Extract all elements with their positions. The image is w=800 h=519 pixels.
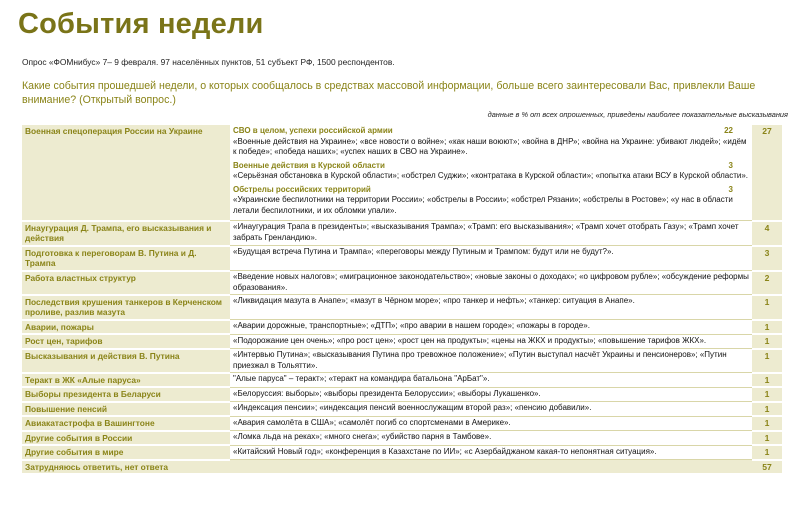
row-value: 1	[752, 334, 782, 349]
row-value: 1	[752, 349, 782, 373]
survey-question: Какие события прошедшей недели, о которых сообщалось в средствах массовой информации, больше всего заинтересовали Вас, привлекли Ваше внимание? (Открытый вопрос.)	[22, 80, 756, 106]
table-row	[22, 221, 782, 246]
subgroup-quotes: «Серьёзная обстановка в Курской области»; «обстрел Суджи»; «контратака в Курской области»; «попытка атаки ВСУ в Курской области».	[233, 171, 748, 180]
table-row-no-answer	[22, 460, 782, 475]
subgroup-label: Военные действия в Курской области	[233, 160, 385, 170]
row-category: Подготовка к переговорам В. Путина и Д. Трампа	[22, 246, 230, 271]
table-row	[22, 125, 782, 221]
row-value: 3	[752, 246, 782, 271]
survey-info: Опрос «ФОМнибус» 7– 9 февраля. 97 населённых пунктов, 51 субъект РФ, 1500 респондентов.	[22, 57, 395, 67]
row-category: Аварии, пожары	[22, 320, 230, 335]
row-quotes: «Аварии дорожные, транспортные»; «ДТП»; «про аварии в нашем городе»; «пожары в городе».	[230, 320, 752, 335]
row-value: 1	[752, 402, 782, 417]
row-value: 4	[752, 221, 782, 246]
table-row	[22, 431, 782, 446]
row-category: Другие события в мире	[22, 445, 230, 460]
row-category: Авиакатастрофа в Вашингтоне	[22, 416, 230, 431]
row-category: Теракт в ЖК «Алые паруса»	[22, 373, 230, 388]
row-quotes: «Индексация пенсии»; «индексация пенсий военнослужащим второй раз»; «пенсию добавили».	[230, 402, 752, 417]
table-row	[22, 373, 782, 388]
row-quotes: «Ломка льда на реках»; «много снега»; «убийство парня в Тамбове».	[230, 431, 752, 446]
row-category: Затрудняюсь ответить, нет ответа	[22, 460, 752, 475]
table-row	[22, 334, 782, 349]
table-row	[22, 387, 782, 402]
row-value: 1	[752, 431, 782, 446]
row-quotes: «Интервью Путина»; «высказывания Путина про тревожное положение»; «Путин выступал насчёт Украины и пенсионеров»; «Путин приезжал в Тольятти».	[230, 349, 752, 373]
row-subgroups	[230, 125, 752, 221]
subgroup-quotes: «Военные действия на Украине»; «все новости о войне»; «как наши воюют»; «война в ДНР»; «война на Украине: убивают людей»; «идём к победе»; «победа наших»; «успех наших в СВО на Украине».	[233, 136, 747, 156]
row-quotes: «Белоруссия: выборы»; «выборы президента Белоруссии»; «выборы Лукашенко».	[230, 387, 752, 402]
subgroup-quotes: «Украинские беспилотники на территории России»; «обстрелы в России»; «обстрел Рязани»; «обстрелы в Ростове»; «у нас в области летали беспилотники, и их обломки упали».	[233, 195, 733, 215]
row-category: Военная спецоперация России на Украине	[22, 125, 230, 221]
table-row	[22, 320, 782, 335]
subgroup-label: СВО в целом, успехи российской армии	[233, 126, 393, 135]
table-row	[22, 416, 782, 431]
subgroup-label: Обстрелы российских территорий	[233, 184, 371, 194]
row-value: 1	[752, 416, 782, 431]
row-category: Работа властных структур	[22, 271, 230, 295]
row-category: Рост цен, тарифов	[22, 334, 230, 349]
row-category: Высказывания и действия В. Путина	[22, 349, 230, 373]
page-title: События недели	[18, 8, 264, 40]
data-note: данные в % от всех опрошенных, приведены наиболее показательные высказывания	[487, 110, 788, 119]
subgroup-header	[233, 161, 749, 172]
row-quotes: "Алые паруса" – теракт»; «теракт на командира батальона "АрБат"».	[230, 373, 752, 388]
row-quotes: «Инаугурация Трапа в президенты»; «высказывания Трампа»; «Трамп: его высказывания»; «Трамп хочет отобрать Газу»; «Трамп хочет забрать Гренландию».	[230, 221, 752, 246]
row-quotes: «Будущая встреча Путина и Трампа»; «переговоры между Путиным и Трампом: будут или не будут?».	[230, 246, 752, 271]
row-quotes: «Китайский Новый год»; «конференция в Казахстане по ИИ»; «с Азербайджаном какая-то непонятная ситуация».	[230, 445, 752, 460]
subgroup-header	[233, 126, 749, 137]
row-value: 1	[752, 320, 782, 335]
row-value: 1	[752, 295, 782, 320]
row-value: 57	[752, 460, 782, 475]
subgroup-header	[233, 185, 749, 196]
row-value: 1	[752, 373, 782, 388]
table-row	[22, 402, 782, 417]
table-row	[22, 349, 782, 373]
row-category: Повышение пенсий	[22, 402, 230, 417]
row-value: 1	[752, 387, 782, 402]
row-quotes: «Введение новых налогов»; «миграционное законодательство»; «новые законы о доходах»; «о цифровом рубле»; «обсуждение реформы образования».	[230, 271, 752, 295]
results-table	[22, 125, 782, 475]
table-row	[22, 271, 782, 295]
row-value: 27	[752, 125, 782, 221]
subgroup-value: 22	[724, 126, 733, 135]
row-category: Инаугурация Д. Трампа, его высказывания и действия	[22, 221, 230, 246]
row-quotes: «Подорожание цен очень»; «про рост цен»; «рост цен на продукты»; «цены на ЖКХ и продукты»; «повышение тарифов ЖКХ».	[230, 334, 752, 349]
table-row	[22, 246, 782, 271]
subgroup-value: 3	[728, 184, 733, 194]
row-category: Последствия крушения танкеров в Керченском проливе, разлив мазута	[22, 295, 230, 320]
table-row	[22, 445, 782, 460]
row-value: 2	[752, 271, 782, 295]
row-category: Выборы президента в Беларуси	[22, 387, 230, 402]
row-value: 1	[752, 445, 782, 460]
table-row	[22, 295, 782, 320]
subgroup-value: 3	[728, 160, 733, 170]
row-category: Другие события в России	[22, 431, 230, 446]
row-quotes: «Ликвидация мазута в Анапе»; «мазут в Чёрном море»; «про танкер и нефть»; «танкер: ситуация в Анапе».	[230, 295, 752, 320]
row-quotes: «Авария самолёта в США»; «самолёт погиб со спортсменами в Америке».	[230, 416, 752, 431]
